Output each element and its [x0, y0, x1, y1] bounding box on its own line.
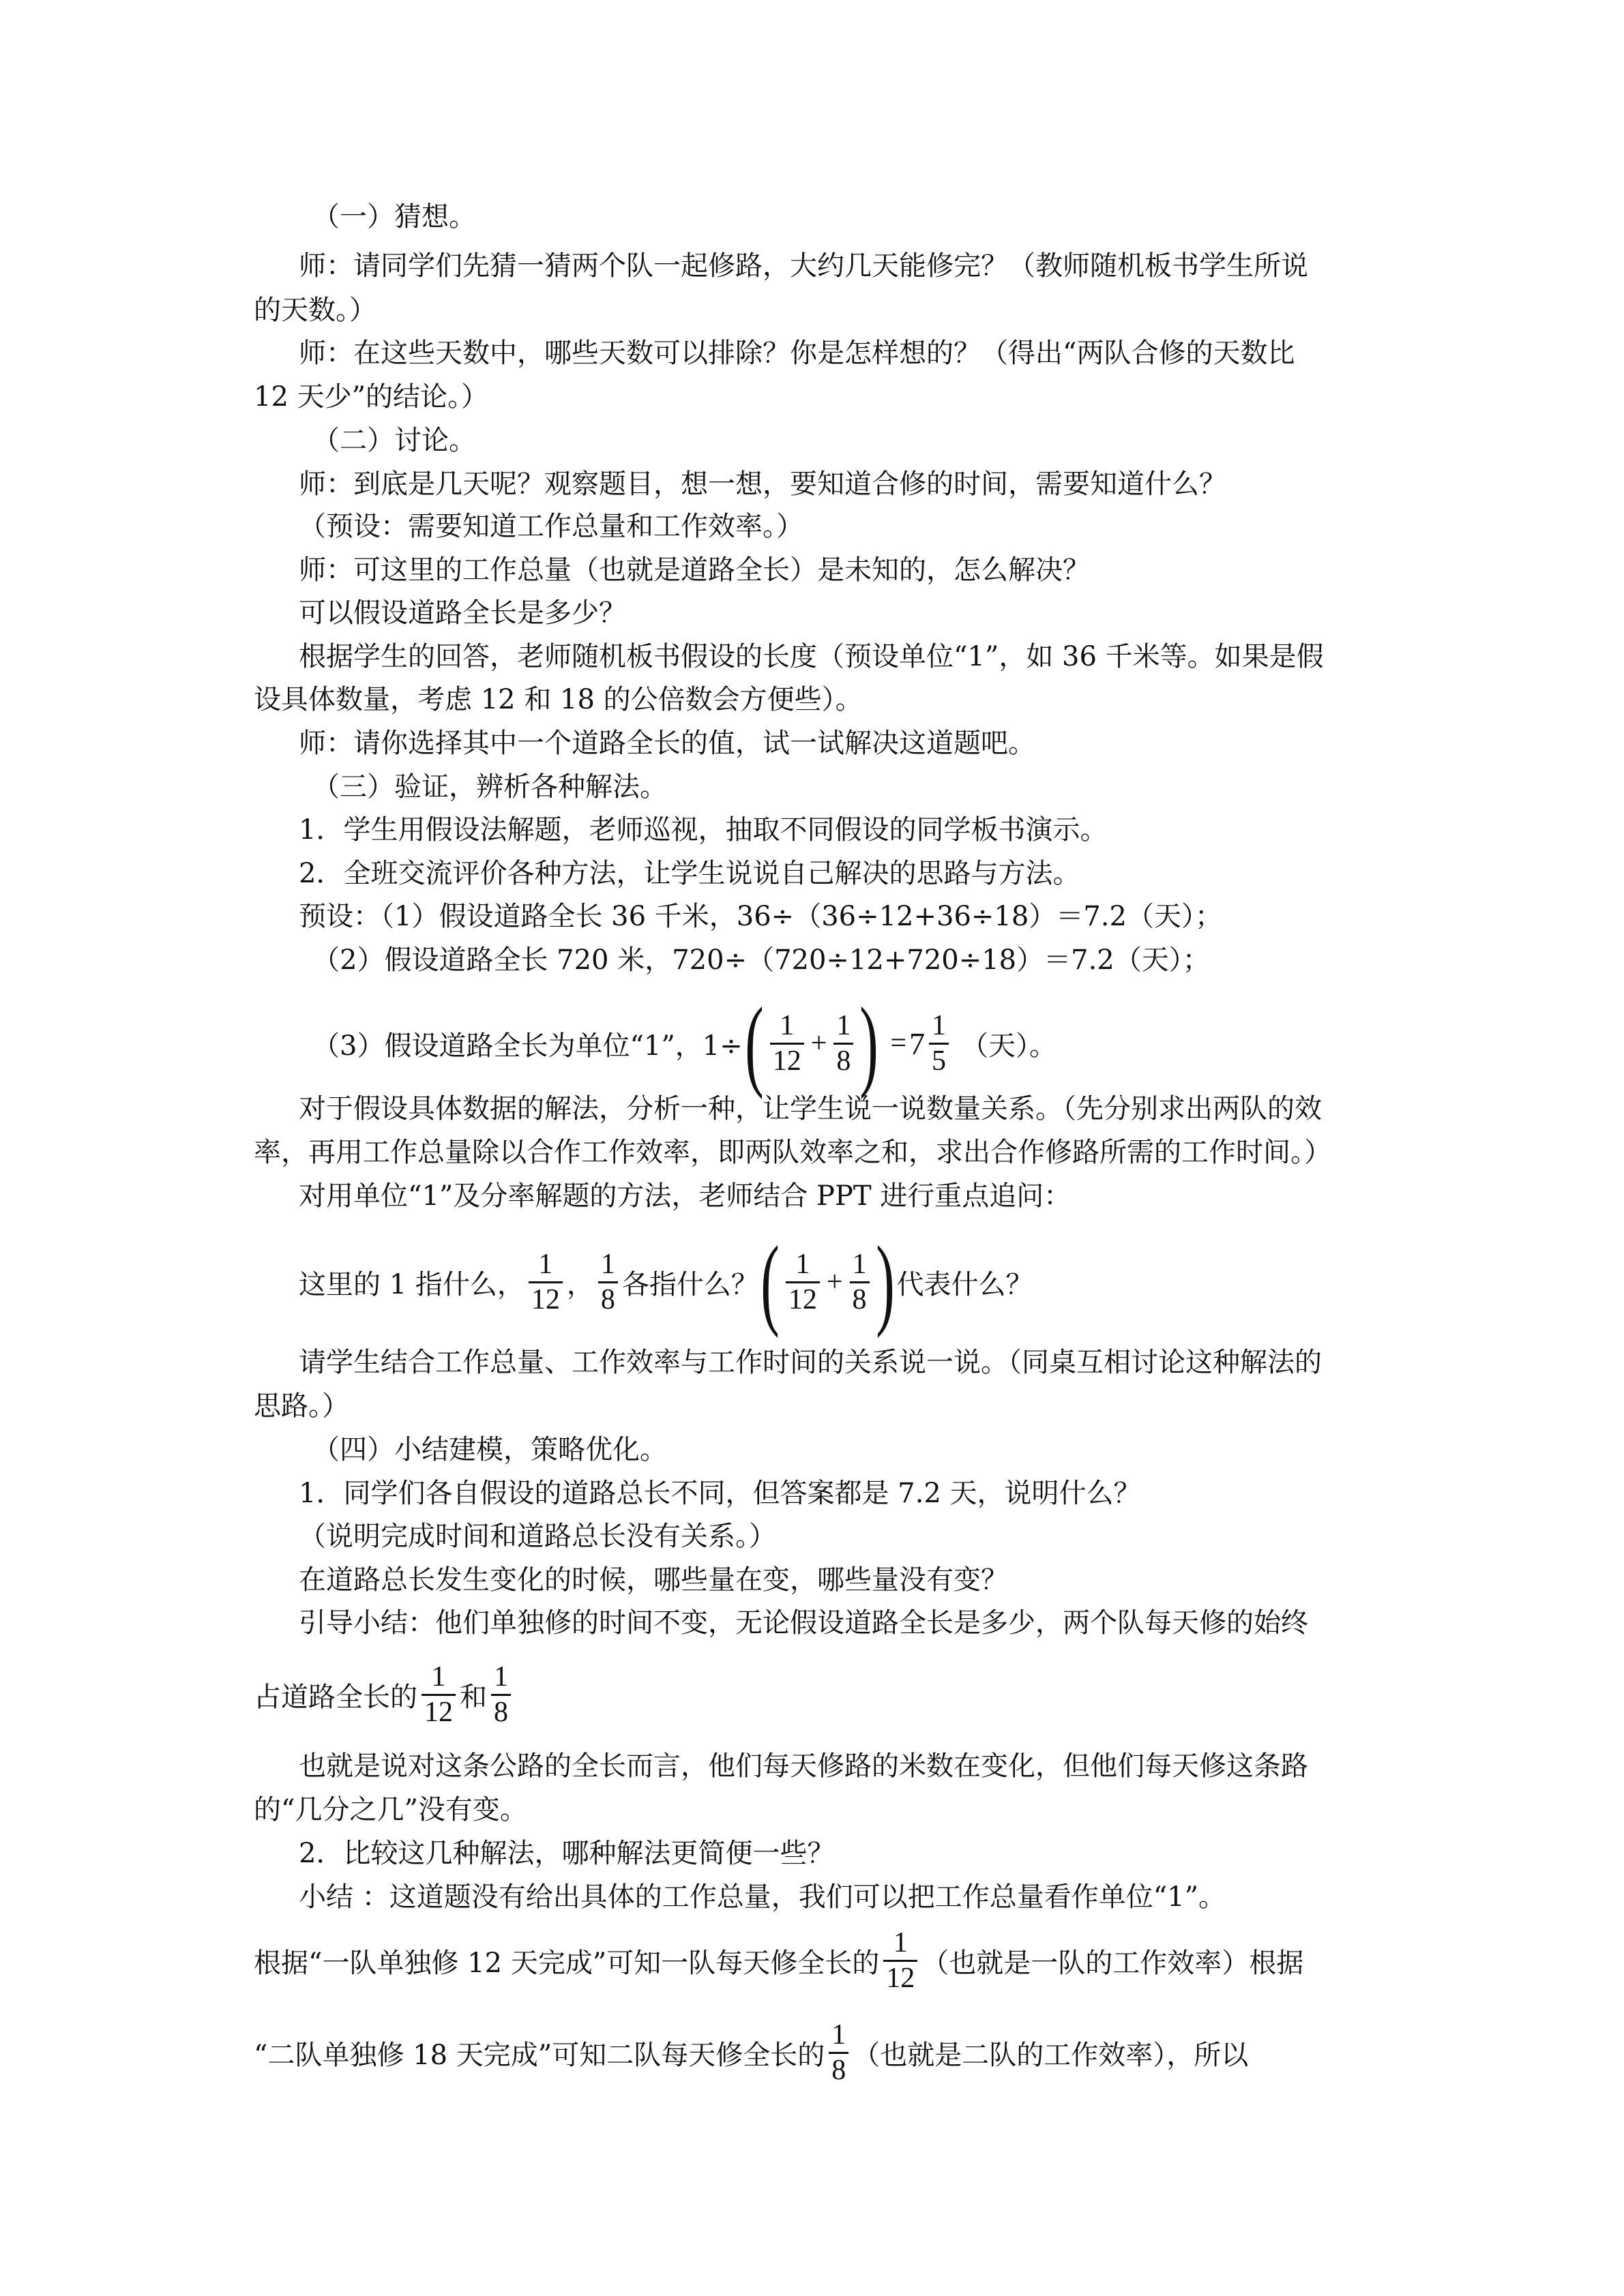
paragraph-line: 小结 ：这道题没有给出具体的工作总量，我们可以把工作总量看作单位“1”。	[299, 1881, 1226, 1913]
denominator: 5	[929, 1043, 949, 1077]
numerator: 1	[780, 1010, 795, 1042]
paragraph-line: 师：在这些天数中，哪些天数可以排除？你是怎样想的？（得出“两队合修的天数比	[299, 338, 1295, 369]
paragraph-line: 12 天少”的结论。）	[254, 381, 489, 413]
denominator: 12	[786, 1281, 820, 1316]
denominator: 12	[422, 1694, 456, 1729]
paragraph-line: 2．比较这几种解法，哪种解法更简便一些？	[299, 1838, 835, 1869]
heading-verify: （三）验证，辨析各种解法。	[312, 771, 667, 803]
paragraph-line: （预设：需要知道工作总量和工作效率。）	[299, 511, 803, 542]
paragraph-line: 1．学生用假设法解题，老师巡视，抽取不同假设的同学板书演示。	[299, 814, 1108, 846]
paragraph-line: 对用单位“1”及分率解题的方法，老师结合 PPT 进行重点追问：	[299, 1180, 1072, 1212]
conclusion-text: “二队单独修 18 天完成”可知二队每天修全长的	[254, 2039, 825, 2071]
mixed-number	[909, 1009, 953, 1077]
conclusion-line-1	[254, 1916, 1303, 2005]
denominator: 8	[829, 2052, 848, 2087]
left-paren: (	[745, 987, 764, 1100]
fraction-1-12	[529, 1248, 563, 1316]
numerator: 1	[893, 1927, 908, 1959]
denominator: 12	[529, 1281, 563, 1316]
fraction-1-8	[833, 1009, 853, 1077]
question-text: 代表什么？	[896, 1268, 1033, 1300]
fraction-1-5	[929, 1009, 949, 1077]
paragraph-line: 师：请你选择其中一个道路全长的值，试一试解决这道题吧。	[299, 728, 1035, 759]
right-paren: )	[859, 987, 879, 1100]
summary-text: 和	[460, 1681, 487, 1713]
fraction-1-8	[491, 1660, 511, 1729]
formula-prefix: （3）假设道路全长为单位“1”，1÷	[312, 1030, 743, 1062]
question-line	[299, 1225, 1033, 1339]
paragraph-line: 对于假设具体数据的解法，分析一种，让学生说一说数量关系。（先分别求出两队的效	[299, 1093, 1322, 1124]
plus-sign: +	[810, 1028, 827, 1059]
numerator: 1	[600, 1249, 615, 1281]
heading-guess: （一）猜想。	[312, 201, 476, 233]
fraction-1-8	[829, 2018, 848, 2087]
numerator: 1	[795, 1249, 810, 1281]
right-paren: )	[875, 1225, 895, 1339]
paragraph-line: 根据学生的回答，老师随机板书假设的长度（预设单位“1”，如 36 千米等。如果是假	[299, 641, 1324, 672]
left-paren: (	[761, 1225, 780, 1339]
denominator: 8	[850, 1281, 870, 1316]
paragraph-line: 可以假设道路全长是多少？	[299, 597, 626, 629]
paragraph-line: 请学生结合工作总量、工作效率与工作时间的关系说一说。（同桌互相讨论这种解法的	[299, 1347, 1322, 1378]
conclusion-text: （也就是一队的工作效率）根据	[921, 1947, 1304, 1979]
summary-fraction-line	[254, 1647, 515, 1742]
question-text: 各指什么？	[621, 1268, 758, 1300]
summary-text: 占道路全长的	[254, 1681, 417, 1713]
equals-sign: =	[890, 1028, 907, 1059]
conclusion-text: 根据“一队单独修 12 天完成”可知一队每天修全长的	[254, 1947, 880, 1979]
numerator: 1	[831, 2019, 846, 2051]
paragraph-line: 1．同学们各自假设的道路总长不同，但答案都是 7.2 天，说明什么？	[299, 1478, 1141, 1509]
whole-part: 7	[909, 1026, 926, 1061]
fraction-1-12	[786, 1248, 820, 1316]
numerator: 1	[538, 1249, 553, 1281]
fraction-1-12	[770, 1009, 804, 1077]
paragraph-line: 2．全班交流评价各种方法，让学生说说自己解决的思路与方法。	[299, 858, 1080, 889]
numerator: 1	[431, 1661, 446, 1693]
paragraph-line: 的天数。）	[254, 295, 377, 326]
denominator: 8	[491, 1694, 511, 1729]
paragraph-line: 预设：（1）假设道路全长 36 千米，36÷（36÷12+36÷18）＝7.2（天）；	[299, 901, 1222, 932]
heading-summary: （四）小结建模，策略优化。	[312, 1434, 667, 1465]
comma: ，	[566, 1268, 594, 1300]
formula-unit-one	[312, 989, 1057, 1098]
heading-discussion: （二）讨论。	[312, 425, 476, 456]
denominator: 8	[833, 1043, 853, 1077]
fraction-1-8	[850, 1248, 870, 1316]
denominator: 12	[770, 1043, 804, 1077]
numerator: 1	[836, 1010, 851, 1042]
formula-suffix: （天）。	[961, 1030, 1057, 1062]
paragraph-line: （说明完成时间和道路总长没有关系。）	[299, 1521, 776, 1552]
paragraph-line: （2）假设道路全长 720 米，720÷（720÷12+720÷18）＝7.2（天）；	[312, 944, 1210, 976]
numerator: 1	[932, 1010, 947, 1042]
paragraph-line: 率，再用工作总量除以合作工作效率，即两队效率之和，求出合作修路所需的工作时间。）	[254, 1137, 1331, 1168]
paragraph-line: 师：到底是几天呢？观察题目，想一想，要知道合修的时间，需要知道什么？	[299, 468, 1226, 500]
paragraph-line: 也就是说对这条公路的全长而言，他们每天修路的米数在变化，但他们每天修这条路	[299, 1750, 1308, 1782]
plus-sign: +	[826, 1266, 843, 1298]
fraction-1-12	[422, 1660, 456, 1729]
paragraph-line: 的“几分之几”没有变。	[254, 1794, 527, 1825]
numerator: 1	[852, 1249, 867, 1281]
conclusion-text: （也就是二队的工作效率），所以	[853, 2039, 1249, 2071]
denominator: 8	[598, 1281, 618, 1316]
fraction-1-12	[883, 1926, 917, 1995]
paragraph-line: 思路。）	[254, 1390, 349, 1422]
conclusion-line-2	[254, 2008, 1248, 2097]
paragraph-line: 在道路总长发生变化的时候，哪些量在变，哪些量没有变？	[299, 1564, 1008, 1596]
question-text: 这里的 1 指什么，	[299, 1268, 525, 1300]
paragraph-line: 师：可这里的工作总量（也就是道路全长）是未知的，怎么解决？	[299, 554, 1090, 586]
denominator: 12	[883, 1960, 917, 1995]
fraction-1-8	[598, 1248, 618, 1316]
numerator: 1	[494, 1661, 508, 1693]
paragraph-line: 设具体数量，考虑 12 和 18 的公倍数会方便些）。	[254, 684, 863, 715]
paragraph-line: 师：请同学们先猜一猜两个队一起修路，大约几天能修完？（教师随机板书学生所说	[299, 250, 1308, 282]
paragraph-line: 引导小结：他们单独修的时间不变，无论假设道路全长是多少，两个队每天修的始终	[299, 1607, 1308, 1639]
